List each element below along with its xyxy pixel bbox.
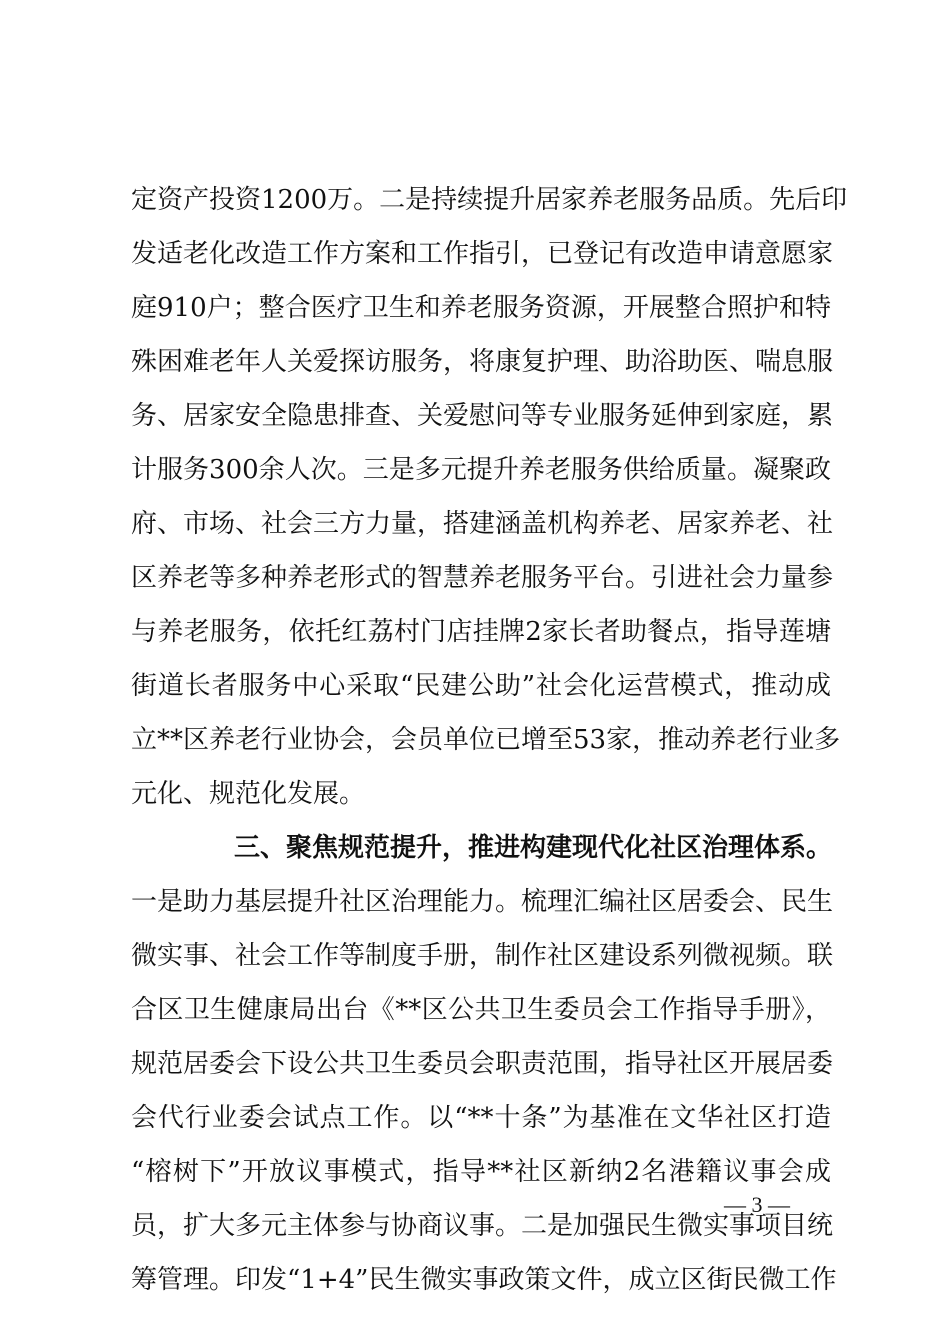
paragraph-line: 筹管理。印发“1+4”民生微实事政策文件，成立区街民微工作 bbox=[131, 1265, 837, 1295]
paragraph-line: 微实事、社会工作等制度手册，制作社区建设系列微视频。联 bbox=[131, 941, 834, 971]
paragraph-line: 计服务300余人次。三是多元提升养老服务供给质量。凝聚政 bbox=[131, 455, 831, 485]
paragraph-line: “榕树下”开放议事模式，指导**社区新纳2名港籍议事会成 bbox=[131, 1157, 831, 1187]
paragraph-line: 员，扩大多元主体参与协商议事。二是加强民生微实事项目统 bbox=[131, 1211, 834, 1241]
paragraph-line: 务、居家安全隐患排查、关爱慰问等专业服务延伸到家庭，累 bbox=[131, 401, 834, 431]
section-heading: 三、聚焦规范提升，推进构建现代化社区治理体系。 bbox=[234, 833, 833, 863]
paragraph-line: 区养老等多种养老形式的智慧养老服务平台。引进社会力量参 bbox=[131, 563, 834, 593]
paragraph-line: 一是助力基层提升社区治理能力。梳理汇编社区居委会、民生 bbox=[131, 887, 834, 917]
page-number: — 3 — bbox=[724, 1192, 790, 1217]
paragraph-line: 殊困难老年人关爱探访服务，将康复护理、助浴助医、喘息服 bbox=[131, 347, 834, 377]
paragraph-line: 会代行业委会试点工作。以“**十条”为基准在文华社区打造 bbox=[131, 1103, 831, 1133]
paragraph-line: 发适老化改造工作方案和工作指引，已登记有改造申请意愿家 bbox=[131, 239, 834, 269]
paragraph-line: 街道长者服务中心采取“民建公助”社会化运营模式，推动成 bbox=[131, 671, 831, 701]
paragraph-line: 定资产投资1200万。二是持续提升居家养老服务品质。先后印 bbox=[131, 185, 848, 215]
paragraph-line: 府、市场、社会三方力量，搭建涵盖机构养老、居家养老、社 bbox=[131, 509, 834, 539]
paragraph-line: 合区卫生健康局出台《**区公共卫生委员会工作指导手册》， bbox=[131, 995, 831, 1025]
paragraph-line: 立**区养老行业协会，会员单位已增至53家，推动养老行业多 bbox=[131, 725, 841, 755]
paragraph-line: 元化、规范化发展。 bbox=[131, 779, 366, 809]
paragraph-line: 与养老服务，依托红荔村门店挂牌2家长者助餐点，指导莲塘 bbox=[131, 617, 831, 647]
paragraph-line: 庭910户；整合医疗卫生和养老服务资源，开展整合照护和特 bbox=[131, 293, 831, 323]
paragraph-line: 规范居委会下设公共卫生委员会职责范围，指导社区开展居委 bbox=[131, 1049, 834, 1079]
